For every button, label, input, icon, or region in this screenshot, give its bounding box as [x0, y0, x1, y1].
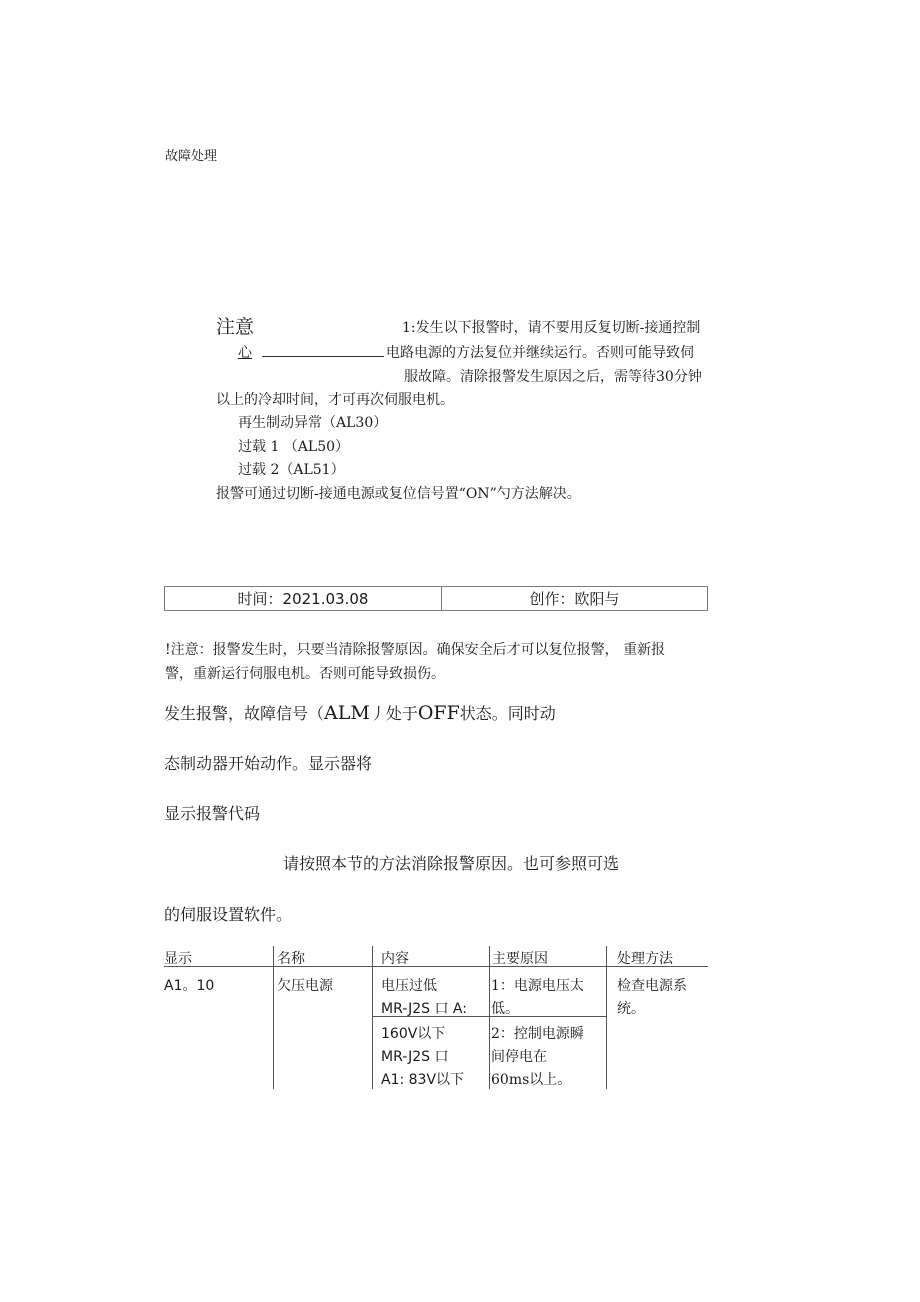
para-1-alm: ALM [324, 702, 370, 724]
table-header-action: 处理方法 [617, 951, 673, 967]
table-header-cause: 主要原因 [492, 951, 548, 967]
notice-line-5: 报警可通过切断-接通电源或复位信号置“ON”勺方法解决。 [216, 486, 581, 502]
table-cell-content-line: A1: 83V以下 [381, 1072, 465, 1088]
notice-line-3: 服故障。清除报警发生原因之后，需等待30分钟 [404, 369, 702, 385]
notice-heart-char: 心 [238, 345, 252, 361]
notice-line-2: 电路电源的方法复位并继续运行。否则可能导致伺 [386, 345, 694, 361]
para-1-part-b: 丿处于 [369, 704, 418, 723]
table-cell-cause-line: 间停电在 [491, 1049, 547, 1065]
para-1-off: OFF [417, 702, 460, 724]
table-header-rule [164, 966, 708, 967]
table-cell-cause-line: 2：控制电源瞬 [491, 1026, 584, 1042]
caution-line-2: 警，重新运行伺服电机。否则可能导致损伤。 [165, 666, 445, 682]
para-1-part-c: 状态。同时动 [459, 704, 556, 723]
para-1-part-a: 发生报警，故障信号（ [164, 704, 325, 723]
alarm-item-al30: 再生制动异常（AL30） [238, 415, 388, 431]
notice-underline [262, 356, 384, 357]
notice-line-4: 以上的冷却时间，才可再次伺服电机。 [216, 392, 454, 408]
table-cell-content-line: 160V以下 [381, 1026, 446, 1042]
paragraph-alarm-signal [164, 701, 556, 724]
table-cell-cause-line: 1：电源电压太 [491, 978, 584, 994]
paragraph-setup-software: 的伺服设置软件。 [164, 905, 293, 924]
table-cell-display: A1。10 [164, 978, 215, 994]
table-cell-action-line: 统。 [617, 1001, 645, 1017]
table-header-name: 名称 [277, 951, 305, 967]
table-cell-action-line: 检查电源系 [617, 978, 687, 994]
alarm-item-al50: 过载 1 （AL50） [238, 439, 350, 455]
table-cell-content-line: MR-J2S 口 [381, 1049, 449, 1065]
table-header-content: 内容 [381, 951, 409, 967]
notice-line-1: 1:发生以下报警时，请不要用反复切断-接通控制 [402, 320, 701, 336]
table-cell-content-line: MR-J2S 口 A: [381, 1001, 467, 1017]
table-col-rule-1 [273, 946, 274, 1089]
section-title: 故障处理 [165, 149, 218, 164]
paragraph-dynamic-brake: 态制动器开始动作。显示器将 [164, 754, 373, 773]
table-col-rule-3 [489, 946, 490, 1089]
table-header-display: 显示 [164, 951, 192, 967]
table-col-rule-2 [372, 946, 373, 1089]
table-cell-cause-line: 低。 [491, 1001, 519, 1017]
table-cell-content-line: 电压过低 [381, 978, 437, 994]
paragraph-alarm-code: 显示报警代码 [164, 804, 261, 823]
meta-author: 创作：欧阳与 [529, 590, 620, 608]
caution-line-1: !注意：报警发生时，只要当清除报警原因。确保安全后才可以复位报警， 重新报 [165, 642, 666, 658]
paragraph-remove-cause: 请按照本节的方法消除报警原因。也可参照可选 [283, 854, 620, 873]
table-col-rule-4 [606, 946, 607, 1089]
meta-time: 时间：2021.03.08 [165, 587, 442, 610]
table-cell-cause-line: 60ms以上。 [491, 1072, 572, 1088]
notice-heading: 注意 [216, 316, 255, 338]
alarm-item-al51: 过载 2（AL51） [238, 462, 345, 478]
meta-table [164, 586, 708, 611]
table-cell-name: 欠压电源 [277, 978, 333, 994]
